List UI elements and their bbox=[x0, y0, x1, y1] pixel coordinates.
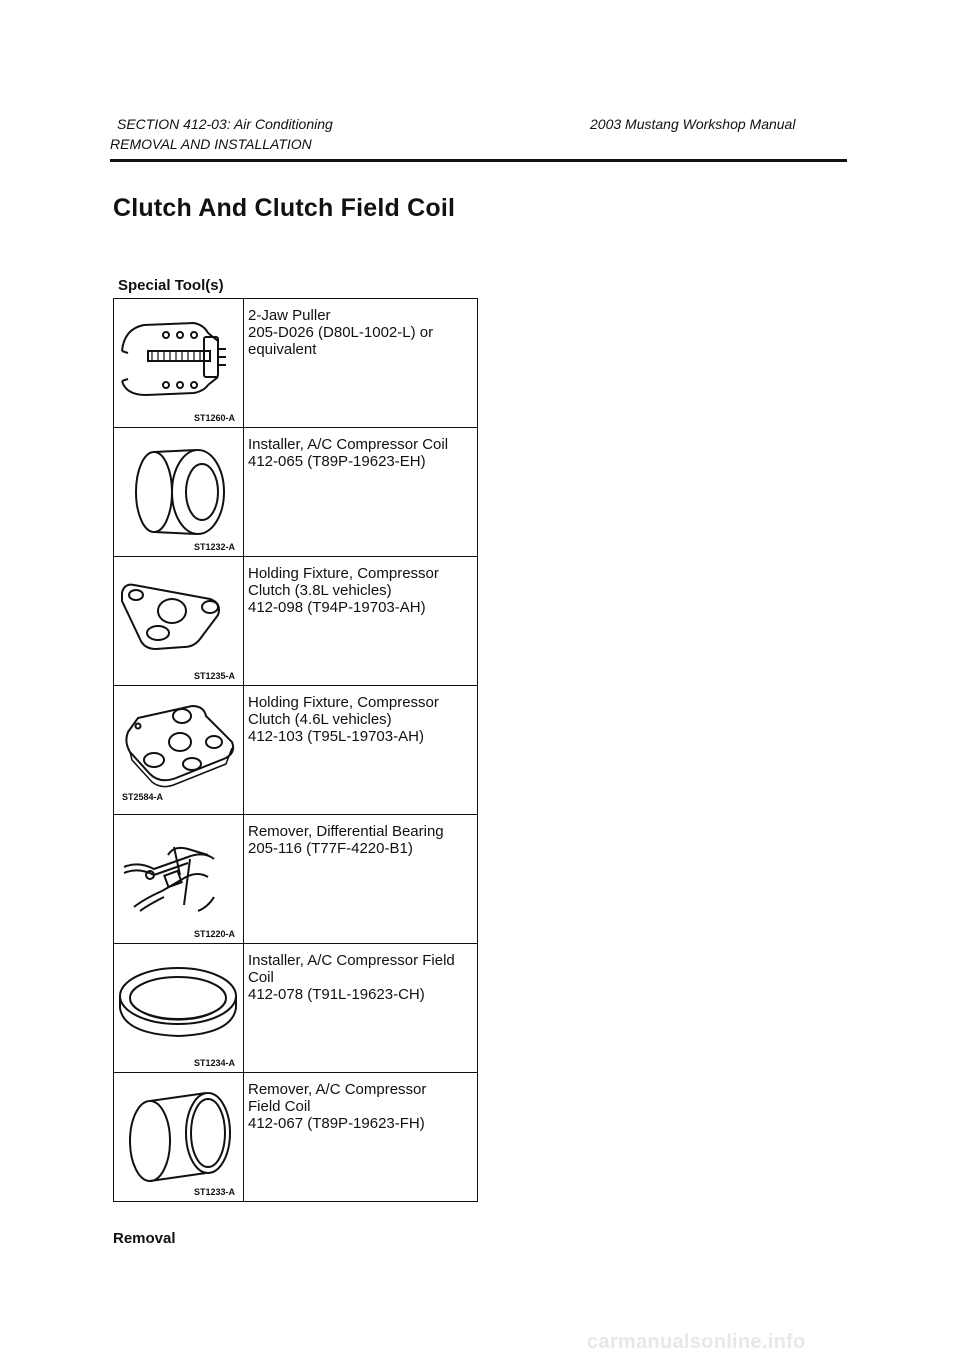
field-coil-installer-ring-icon bbox=[114, 944, 243, 1072]
header-manual-title: 2003 Mustang Workshop Manual bbox=[590, 116, 796, 132]
watermark: carmanualsonline.info bbox=[587, 1331, 806, 1353]
tool-row bbox=[114, 299, 478, 428]
coil-installer-icon bbox=[114, 428, 243, 556]
holding-fixture-plate-icon bbox=[114, 686, 243, 814]
tool-row bbox=[114, 428, 478, 557]
tool-row bbox=[114, 557, 478, 686]
tool-description-cell bbox=[244, 1073, 478, 1202]
tool-image-cell bbox=[114, 686, 244, 815]
tool-description-cell bbox=[244, 815, 478, 944]
tool-description: Remover, Differential Bearing 205-116 (T77F-4220-B1) bbox=[248, 823, 444, 857]
tool-description-cell bbox=[244, 557, 478, 686]
tool-description-cell bbox=[244, 686, 478, 815]
tool-image-cell bbox=[114, 428, 244, 557]
tool-description: Remover, A/C Compressor Field Coil 412-067 (T89P-19623-FH) bbox=[248, 1081, 427, 1132]
tool-code: ST1220-A bbox=[194, 929, 236, 939]
special-tools-table bbox=[113, 298, 478, 1202]
tool-description: Holding Fixture, Compressor Clutch (3.8L vehicles) 412-098 (T94P-19703-AH) bbox=[248, 565, 439, 616]
tool-description: Installer, A/C Compressor Field Coil 412-078 (T91L-19623-CH) bbox=[248, 952, 455, 1003]
tool-description: Holding Fixture, Compressor Clutch (4.6L vehicles) 412-103 (T95L-19703-AH) bbox=[248, 694, 439, 745]
page-title: Clutch And Clutch Field Coil bbox=[113, 194, 456, 222]
header-section: SECTION 412-03: Air Conditioning bbox=[117, 116, 333, 132]
tool-image-cell bbox=[114, 815, 244, 944]
tool-image-cell bbox=[114, 557, 244, 686]
tool-code: ST1260-A bbox=[194, 413, 236, 423]
tool-description-cell bbox=[244, 428, 478, 557]
tool-image-cell bbox=[114, 299, 244, 428]
two-jaw-puller-icon bbox=[114, 299, 243, 427]
field-coil-remover-icon bbox=[114, 1073, 243, 1201]
tool-description-cell bbox=[244, 944, 478, 1073]
tool-row bbox=[114, 815, 478, 944]
holding-fixture-icon bbox=[114, 557, 243, 685]
tool-description-cell bbox=[244, 299, 478, 428]
tool-image-cell bbox=[114, 1073, 244, 1202]
tool-description: 2-Jaw Puller 205-D026 (D80L-1002-L) or equivalent bbox=[248, 307, 434, 358]
tool-image-cell bbox=[114, 944, 244, 1073]
removal-heading: Removal bbox=[113, 1230, 176, 1247]
tool-code: ST1232-A bbox=[194, 542, 236, 552]
bearing-remover-icon bbox=[114, 815, 243, 943]
tool-code: ST2584-A bbox=[122, 792, 164, 802]
header-subsection: REMOVAL AND INSTALLATION bbox=[110, 136, 312, 152]
tool-row bbox=[114, 686, 478, 815]
special-tools-heading: Special Tool(s) bbox=[118, 277, 224, 294]
tool-code: ST1235-A bbox=[194, 671, 236, 681]
tool-description: Installer, A/C Compressor Coil 412-065 (T89P-19623-EH) bbox=[248, 436, 449, 470]
header-rule bbox=[110, 159, 847, 162]
tool-code: ST1233-A bbox=[194, 1187, 236, 1197]
tool-row bbox=[114, 1073, 478, 1202]
tool-code: ST1234-A bbox=[194, 1058, 236, 1068]
tool-row bbox=[114, 944, 478, 1073]
